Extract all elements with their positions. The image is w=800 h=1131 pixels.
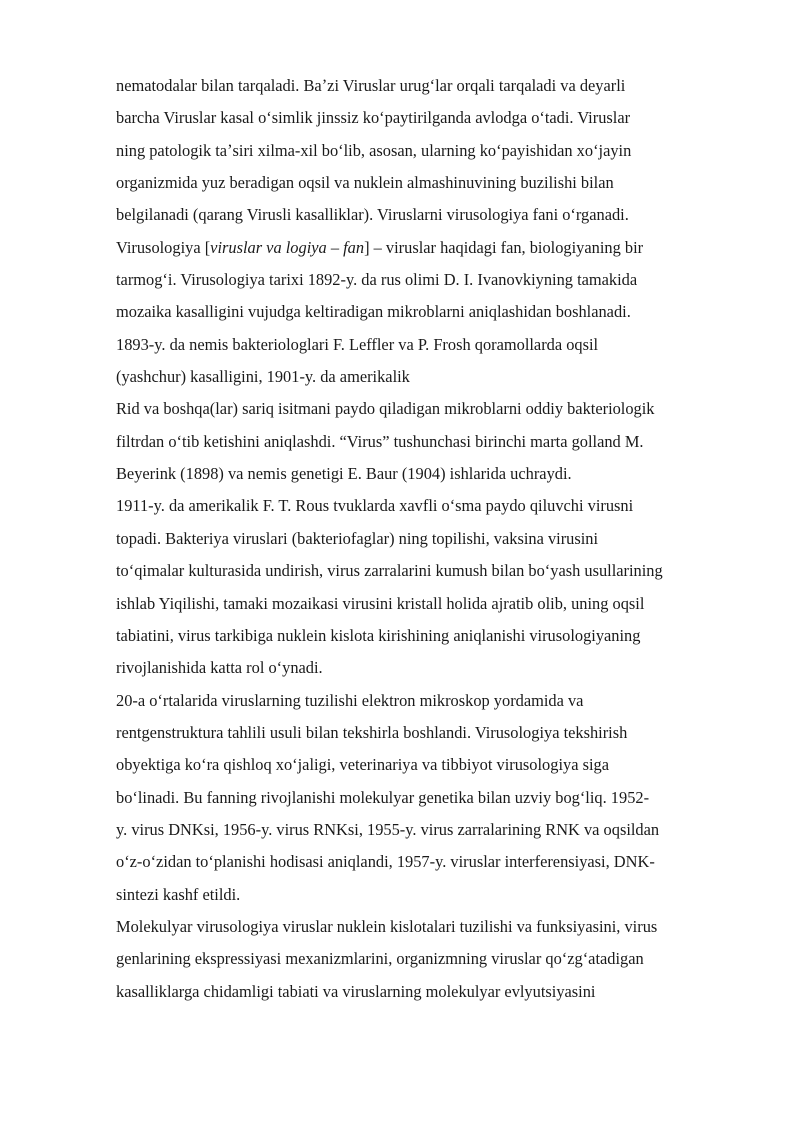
- text-line: genlarining ekspressiyasi mexanizmlarini, organizmning viruslar qoʻzgʻatadigan: [116, 949, 644, 969]
- text-line: rivojlanishida katta rol oʻynadi.: [116, 658, 323, 678]
- text-line: Rid va boshqa(lar) sariq isitmani paydo qiladigan mikroblarni oddiy bakteriologik: [116, 399, 655, 419]
- text-line: ishlab Yiqilishi, tamaki mozaikasi virusini kristall holida ajratib olib, uning oqsil: [116, 593, 645, 613]
- text-line: y. virus DNKsi, 1956-y. virus RNKsi, 1955-y. virus zarralarining RNK va oqsildan: [116, 819, 660, 839]
- text-fragment: ] – viruslar haqidagi fan, biologiyaning bir: [364, 237, 644, 257]
- text-line: tarmogʻi. Virusologiya tarixi 1892-y. da rus olimi D. I. Ivanovkiyning tamakida: [116, 270, 638, 290]
- text-line: barcha Viruslar kasal oʻsimlik jinssiz koʻpaytirilganda avlodga oʻtadi. Viruslar: [116, 108, 631, 128]
- text-line: sintezi kashf etildi.: [116, 884, 241, 904]
- text-line: 20-a oʻrtalarida viruslarning tuzilishi elektron mikroskop yordamida va: [116, 690, 584, 710]
- text-line: nematodalar bilan tarqaladi. Baʼzi Viruslar urugʻlar orqali tarqaladi va deyarli: [116, 76, 626, 95]
- text-line: Beyerink (1898) va nemis genetigi E. Baur (1904) ishlarida uchraydi.: [116, 464, 572, 484]
- text-line: filtrdan oʻtib ketishini aniqlashdi. “Virus” tushunchasi birinchi marta golland M.: [116, 431, 644, 451]
- text-line: kasalliklarga chidamligi tabiati va viruslarning molekulyar evlyutsiyasini: [116, 981, 596, 1001]
- text-line: tabiatini, virus tarkibiga nuklein kislota kirishining aniqlanishi virusologiyaning: [116, 625, 641, 645]
- text-line: organizmida yuz beradigan oqsil va nuklein almashinuvining buzilishi bilan: [116, 173, 614, 193]
- text-line: Molekulyar virusologiya viruslar nuklein kislotalari tuzilishi va funksiyasini, virus: [116, 916, 658, 936]
- text-line: 1911-y. da amerikalik F. T. Rous tvuklarda xavfli oʻsma paydo qiluvchi virusni: [116, 496, 634, 516]
- text-line: oʻz-oʻzidan toʻplanishi hodisasi aniqlandi, 1957-y. viruslar interferensiyasi, DNK-: [116, 852, 655, 872]
- text-line: rentgenstruktura tahlili usuli bilan tekshirla boshlandi. Virusologiya tekshirish: [116, 722, 628, 742]
- text-line: boʻlinadi. Bu fanning rivojlanishi molekulyar genetika bilan uzviy bogʻliq. 1952-: [116, 787, 650, 807]
- text-line: ning patologik taʼsiri xilma-xil boʻlib, asosan, ularning koʻpayishidan xoʻjayin: [116, 140, 632, 160]
- text-fragment: Virusologiya [: [116, 237, 211, 257]
- text-line: topadi. Bakteriya viruslari (bakteriofaglar) ning topilishi, vaksina virusini: [116, 528, 599, 548]
- text-line-with-italic: [116, 232, 746, 264]
- text-line: obyektiga koʻra qishloq xoʻjaligi, veterinariya va tibbiyot virusologiya siga: [116, 755, 609, 775]
- body-text: [116, 70, 746, 1008]
- italic-term: viruslar va logiya – fan: [210, 237, 365, 257]
- text-line: toʻqimalar kulturasida undirish, virus zarralarini kumush bilan boʻyash usullarining: [116, 561, 663, 581]
- text-line: mozaika kasalligini vujudga keltiradigan mikroblarni aniqlashidan boshlanadi.: [116, 302, 631, 322]
- text-line: belgilanadi (qarang Virusli kasalliklar). Viruslarni virusologiya fani oʻrganadi.: [116, 205, 629, 225]
- text-line: 1893-y. da nemis bakteriologlari F. Leffler va P. Frosh qoramollarda oqsil: [116, 334, 599, 354]
- text-line: (yashchur) kasalligini, 1901-y. da amerikalik: [116, 367, 410, 387]
